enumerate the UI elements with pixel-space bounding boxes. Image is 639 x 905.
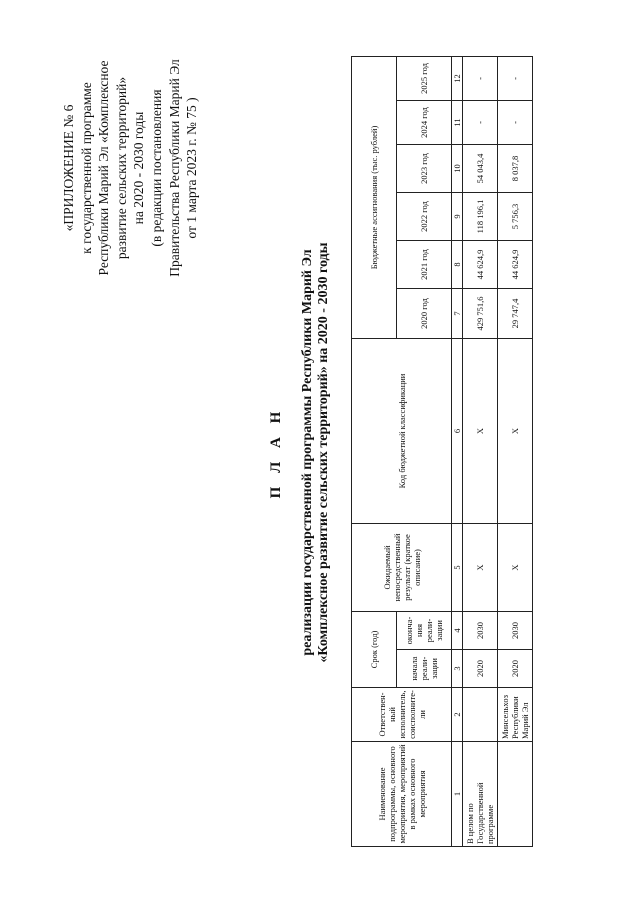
column-number: 7 [452,288,463,338]
header-term-start: начала реали-зации [397,650,452,688]
column-number: 5 [452,523,463,611]
header-name: Наименование подпрограммы, основного мероприятия, мероприятий в рамках основного мероприятия [352,742,452,847]
row-value: - [498,100,533,144]
row-start: 2020 [498,650,533,688]
row-value: 54 043,4 [463,144,498,192]
header-budget: Бюджетные ассигнования (тыс. рублей) [352,56,397,338]
header-responsible: Ответствен-ный исполнитель, соисполните-ли [352,688,452,742]
subtitle-line-1: реализации государственной программы Республики Марий Эл [300,249,315,656]
header-year: 2025 год [397,56,452,100]
header-year: 2023 год [397,144,452,192]
appendix-line: к государственной программе [78,82,94,254]
plan-table [351,56,533,847]
row-value: 5 756,3 [498,192,533,240]
row-end: 2030 [498,611,533,649]
row-value: 118 196,1 [463,192,498,240]
row-value: - [463,100,498,144]
column-number: 2 [452,688,463,742]
row-responsible [463,688,498,742]
row-end: 2030 [463,611,498,649]
row-responsible: Минсельхоз Республики Марий Эл [498,688,533,742]
row-value: - [498,56,533,100]
table-row [463,56,498,846]
row-value: 44 624,9 [498,240,533,288]
header-year: 2020 год [397,288,452,338]
document-subtitle [300,0,332,905]
column-number: 6 [452,338,463,523]
header-row-1 [352,56,397,846]
appendix-block [60,23,201,313]
row-value: 429 751,6 [463,288,498,338]
row-name [498,742,533,847]
header-year: 2021 год [397,240,452,288]
appendix-line: «ПРИЛОЖЕНИЕ № 6 [61,104,76,232]
header-term-end: оконча-ния реали-зации [397,611,452,649]
header-code: Код бюджетной классификации [352,338,452,523]
appendix-line: (в редакции постановления [148,89,164,247]
header-year: 2024 год [397,100,452,144]
header-year: 2022 год [397,192,452,240]
row-value: - [463,56,498,100]
table-row [498,56,533,846]
row-value: 8 037,8 [498,144,533,192]
row-result: X [463,523,498,611]
column-number: 9 [452,192,463,240]
row-result: X [498,523,533,611]
row-value: 29 747,4 [498,288,533,338]
column-number: 4 [452,611,463,649]
column-number: 12 [452,56,463,100]
appendix-line: Республики Марий Эл «Комплексное [96,60,112,276]
appendix-line: на 2020 - 2030 годы [131,111,147,225]
column-number: 8 [452,240,463,288]
column-number-row [452,56,463,846]
row-value: 44 624,9 [463,240,498,288]
appendix-line: от 1 марта 2023 г. № 75 ) [184,97,200,239]
document-title: П Л А Н [268,406,284,499]
appendix-line: развитие сельских территорий» [113,76,129,260]
subtitle-line-2: «Комплексное развитие сельских территорий» на 2020 - 2030 годы [316,242,331,663]
row-start: 2020 [463,650,498,688]
appendix-line: Правительства Республики Марий Эл [166,59,182,277]
column-number: 3 [452,650,463,688]
row-code: X [498,338,533,523]
column-number: 1 [452,742,463,847]
header-result: Ожидаемый непосредственный результат (краткое описание) [352,523,452,611]
row-code: X [463,338,498,523]
row-name: В целом по Государственной программе [463,742,498,847]
column-number: 10 [452,144,463,192]
column-number: 11 [452,100,463,144]
header-term: Срок (год) [352,611,397,687]
